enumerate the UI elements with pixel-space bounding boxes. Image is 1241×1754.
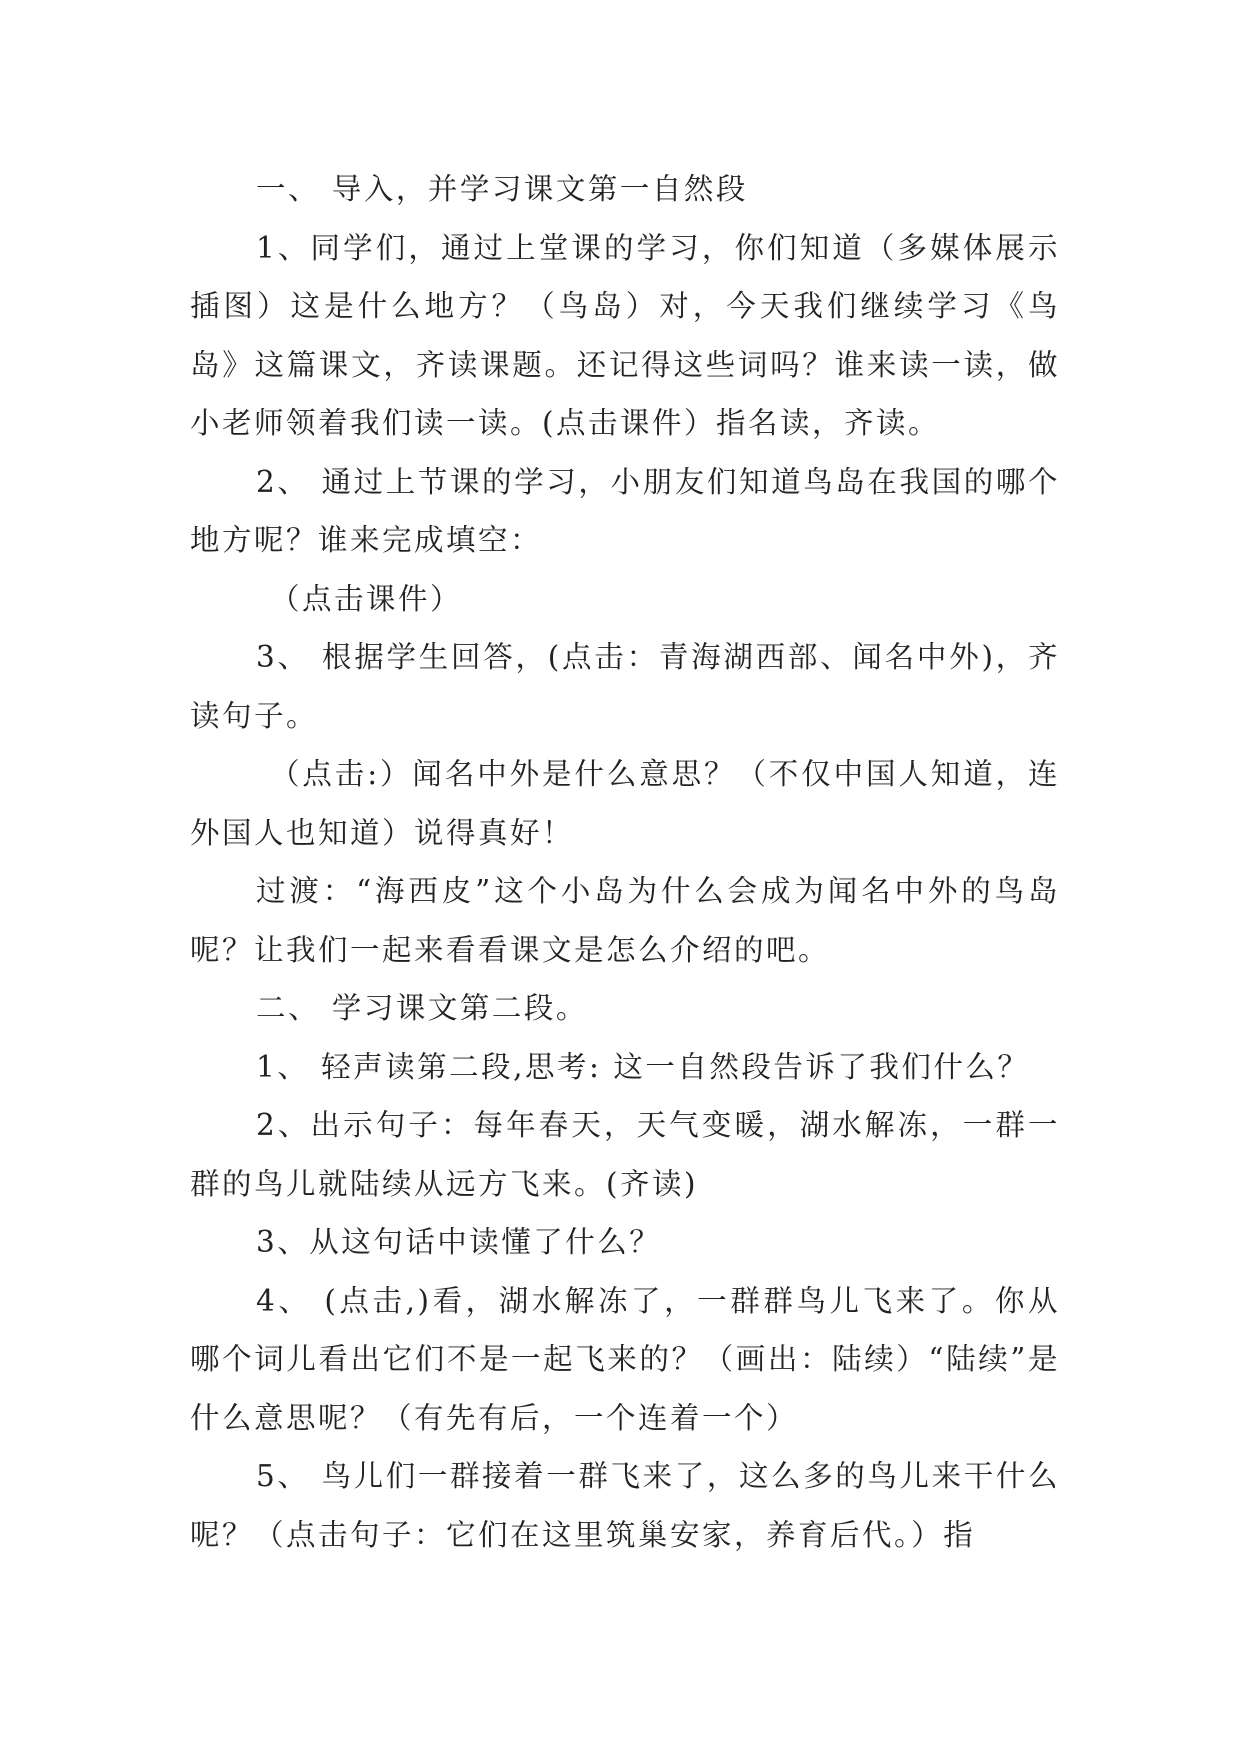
paragraph: 2、出示句子：每年春天，天气变暖，湖水解冻，一群一群的鸟儿就陆续从远方飞来。(齐读) bbox=[190, 1108, 1060, 1201]
paragraph: 1、 轻声读第二段,思考: 这一自然段告诉了我们什么？ bbox=[256, 1049, 1030, 1084]
paragraph: 1、同学们，通过上堂课的学习，你们知道（多媒体展示插图）这是什么地方？（鸟岛）对，今天我们继续学习《鸟岛》这篇课文，齐读课题。还记得这些词吗？谁来读一读，做小老师领着我们读一读。(点击课件）指名读，齐读。 bbox=[190, 230, 1060, 440]
paragraph: 2、 通过上节课的学习，小朋友们知道鸟岛在我国的哪个地方呢？谁来完成填空： bbox=[190, 464, 1060, 557]
paragraph: 4、 (点击,)看，湖水解冻了，一群群鸟儿飞来了。你从哪个词儿看出它们不是一起飞来的？（画出：陆续）“陆续”是什么意思呢？（有先有后，一个连着一个） bbox=[190, 1283, 1060, 1435]
document-body bbox=[190, 160, 1060, 1564]
paragraph: （点击:）闻名中外是什么意思？（不仅中国人知道，连外国人也知道）说得真好！ bbox=[190, 757, 1060, 850]
section-heading-2: 二、 学习课文第二段。 bbox=[256, 991, 588, 1025]
paragraph: 过渡：“海西皮”这个小岛为什么会成为闻名中外的鸟岛呢？让我们一起来看看课文是怎么介绍的吧。 bbox=[190, 874, 1060, 967]
section-heading-1: 一、 导入，并学习课文第一自然段 bbox=[256, 172, 748, 206]
paragraph: 5、 鸟儿们一群接着一群飞来了，这么多的鸟儿来干什么呢？（点击句子：它们在这里筑巢安家，养育后代。）指 bbox=[190, 1459, 1060, 1552]
paragraph: （点击课件） bbox=[270, 581, 463, 616]
paragraph: 3、从这句话中读懂了什么？ bbox=[256, 1225, 662, 1259]
paragraph: 3、 根据学生回答，(点击：青海湖西部、闻名中外)，齐读句子。 bbox=[190, 640, 1060, 733]
